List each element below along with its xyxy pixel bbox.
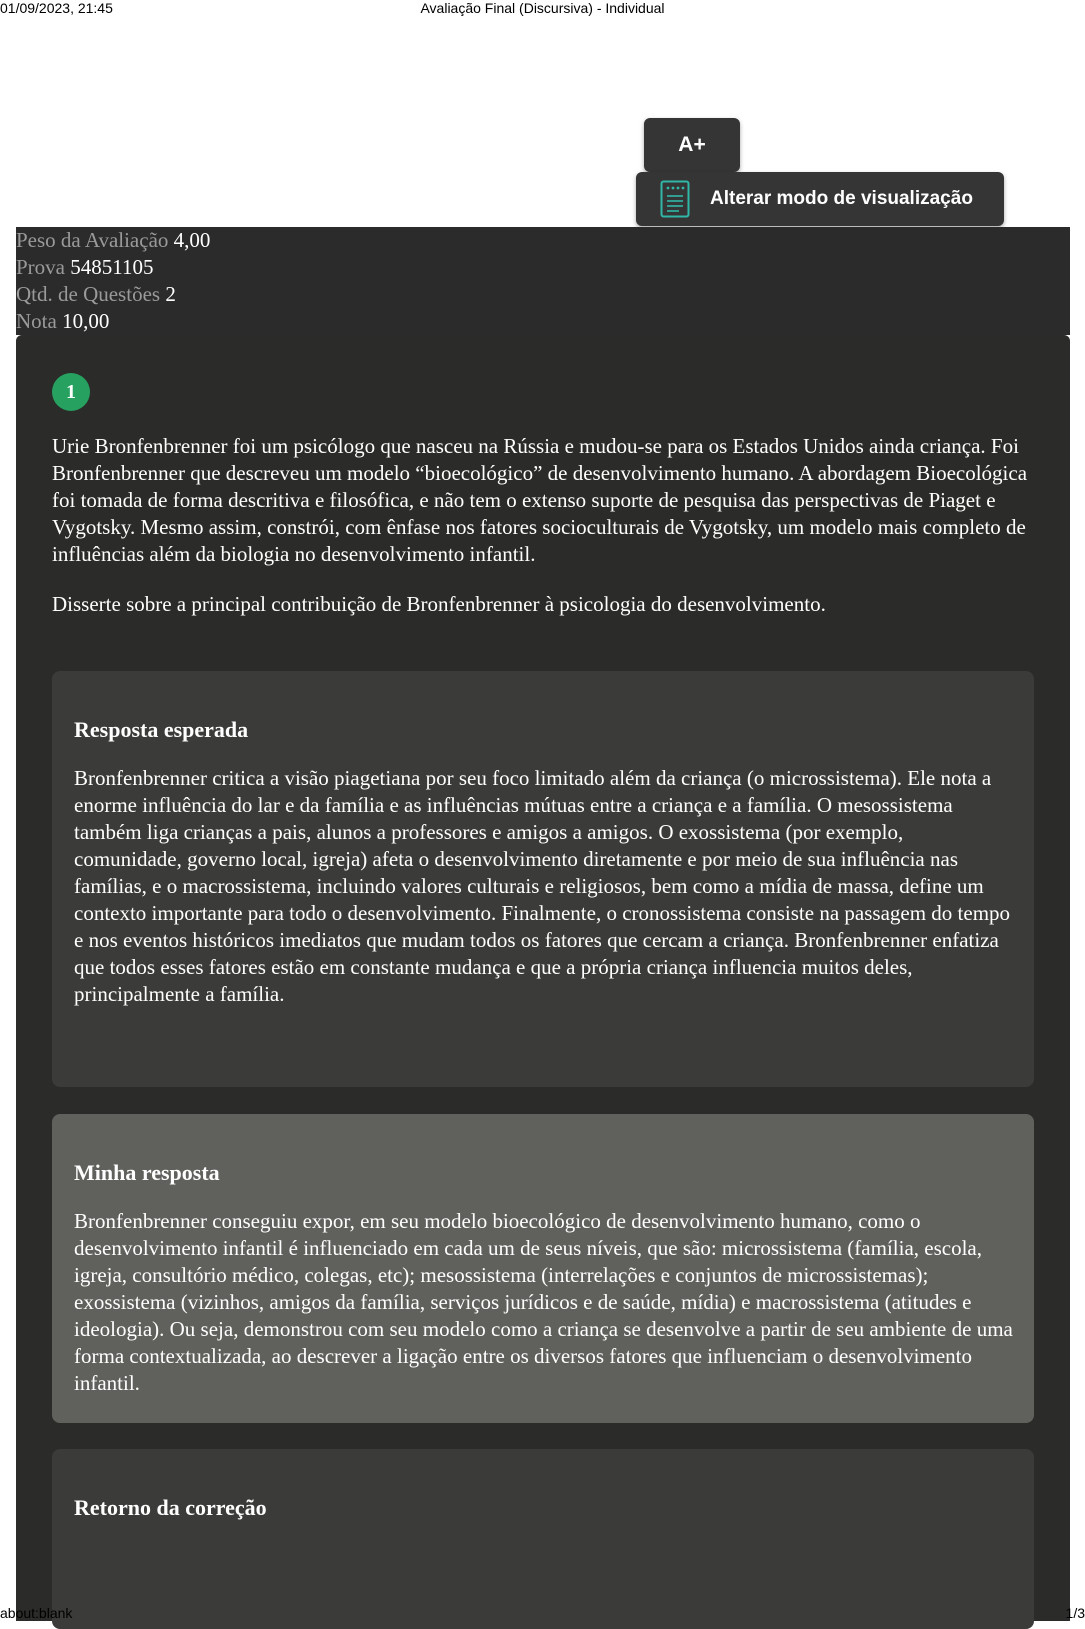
exam-row bbox=[16, 254, 1070, 281]
question-prompt: Disserte sobre a principal contribuição de Bronfenbrenner à psicologia do desenvolvimento. bbox=[52, 592, 826, 616]
document-icon bbox=[660, 180, 690, 218]
expected-answer-title: Resposta esperada bbox=[74, 717, 249, 742]
question-text bbox=[52, 433, 1042, 641]
question-paragraph: Urie Bronfenbrenner foi um psicólogo que nasceu na Rússia e mudou-se para os Estados Unidos ainda criança. Foi Bronfenbrenner que descreveu um modelo “bioecológico” de desenvolvimento humano. A abordagem Bioecológica foi tomada de forma descritiva e filosófica, e não tem o extenso suporte de pesquisa das perspectivas de Piaget e Vygotsky. Mesmo assim, constrói, com ênfase nos fatores socioculturais de Vygotsky, um modelo mais completo de influências além da biologia no desenvolvimento infantil. bbox=[52, 434, 1028, 566]
grade-row bbox=[16, 308, 1070, 335]
exam-label: Prova bbox=[16, 255, 65, 279]
change-view-mode-label: Alterar modo de visualização bbox=[710, 188, 973, 209]
my-answer-text: Bronfenbrenner conseguiu expor, em seu modelo bioecológico de desenvolvimento humano, como o desenvolvimento infantil é influenciado em cada um de seus níveis, que são: microssistema (família, escola, igreja, consultório médico, colegas, etc); mesossistema (interrelações e conjuntos de microssistemas); exossistema (vizinhos, amigos da família, serviços jurídicos e de saúde, mídia) e macrossistema (atitudes e ideologia). Ou seja, demonstrou com seu modelo como a criança se desenvolve a partir de seu ambiente de uma forma contextualizada, ao descrever a ligação entre os diversos fatores que influenciam o desenvolvimento infantil. bbox=[74, 1209, 1013, 1395]
print-page-title: Avaliação Final (Discursiva) - Individual bbox=[420, 0, 665, 16]
print-url: about:blank bbox=[0, 1605, 73, 1621]
expected-answer-box bbox=[52, 671, 1034, 1087]
weight-row bbox=[16, 227, 1070, 254]
weight-value: 4,00 bbox=[173, 228, 211, 252]
questions-value: 2 bbox=[165, 282, 176, 306]
grade-label: Nota bbox=[16, 309, 57, 333]
exam-metadata bbox=[16, 227, 1070, 335]
weight-label: Peso da Avaliação bbox=[16, 228, 169, 252]
correction-feedback-box bbox=[52, 1449, 1034, 1629]
my-answer-box bbox=[52, 1114, 1034, 1423]
my-answer-title: Minha resposta bbox=[74, 1160, 220, 1185]
questions-row bbox=[16, 281, 1070, 308]
expected-answer-text: Bronfenbrenner critica a visão piagetiana por seu foco limitado além da criança (o microssistema). Ele nota a enorme influência do lar e da família e as influências mútuas entre a criança e a família. O mesossistema também liga crianças a pais, alunos a professores e amigos a amigos. O exossistema (por exemplo, comunidade, governo local, igreja) afeta o desenvolvimento diretamente e por meio de sua influência nas famílias, e o macrossistema, incluindo valores culturais e religiosos, bem como a mídia de massa, define um contexto importante para todo o desenvolvimento. Finalmente, o cronossistema consiste na passagem do tempo e nos eventos históricos imediatos que mudam todos os fatores que cercam a criança. Bronfenbrenner enfatiza que todos esses fatores estão em constante mudança e que a própria criança influencia muitos deles, principalmente a família. bbox=[74, 766, 1011, 1006]
print-page-number: 1/3 bbox=[1065, 1605, 1085, 1621]
question-number-badge: 1 bbox=[52, 373, 90, 411]
questions-label: Qtd. de Questões bbox=[16, 282, 161, 306]
change-view-mode-button[interactable] bbox=[636, 172, 1004, 226]
exam-value: 54851105 bbox=[70, 255, 154, 279]
print-footer bbox=[0, 1603, 1085, 1621]
question-card bbox=[16, 335, 1070, 1621]
correction-feedback-title: Retorno da correção bbox=[74, 1495, 267, 1520]
increase-font-button[interactable]: A+ bbox=[644, 118, 740, 172]
print-datetime: 01/09/2023, 21:45 bbox=[0, 0, 113, 16]
grade-value: 10,00 bbox=[62, 309, 110, 333]
print-header bbox=[0, 0, 1085, 18]
